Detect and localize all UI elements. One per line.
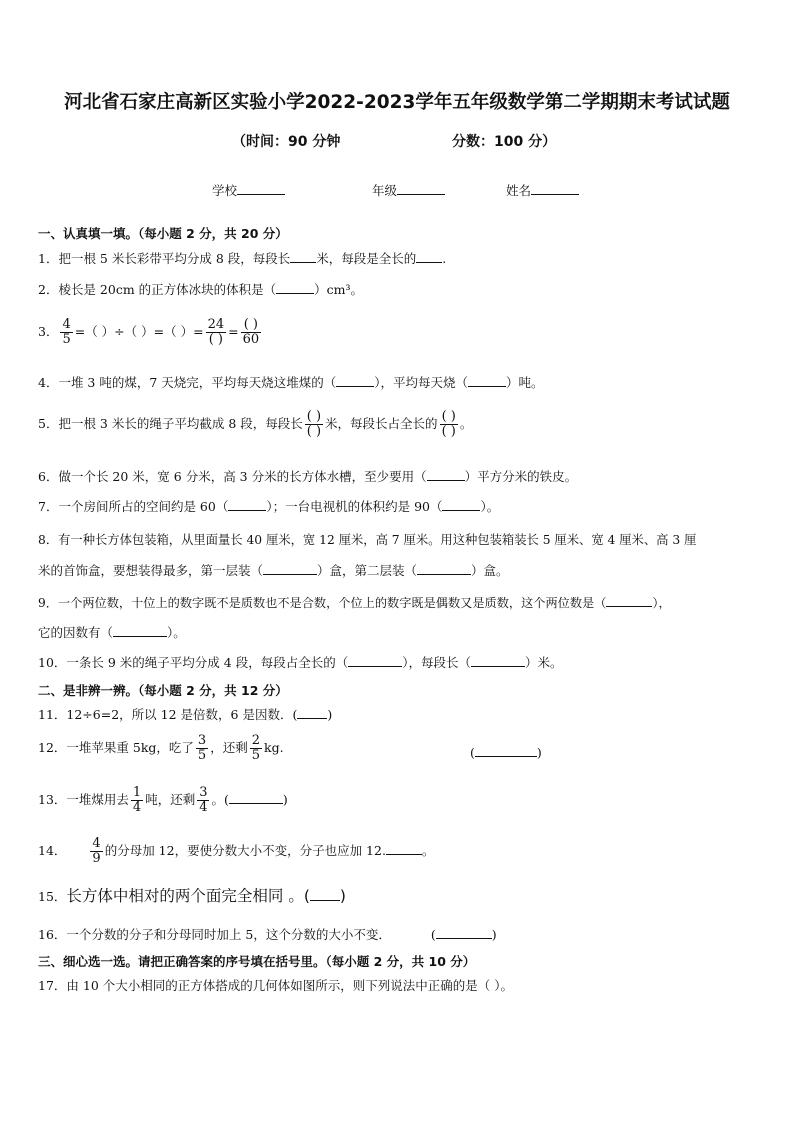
q12-text-c: kg. xyxy=(264,740,284,755)
q10-text-b: ），每段长（ xyxy=(402,655,471,670)
q14-fraction xyxy=(90,837,102,866)
q5-den-1: ( ) xyxy=(306,424,322,439)
q13-den-2: 4 xyxy=(199,800,208,815)
q8-blank-2 xyxy=(417,563,471,575)
q12-paren-open: ( xyxy=(470,745,475,760)
q16-text: 16．一个分数的分子和分母同时加上 5，这个分数的大小不变． xyxy=(38,927,391,942)
question-6 xyxy=(38,469,577,485)
q4-blank-2 xyxy=(468,375,506,387)
q8-text-a: 米的首饰盒，要想装得最多，第一层装（ xyxy=(38,563,264,578)
q3-den-1: 5 xyxy=(62,332,71,347)
q3-number: 3． xyxy=(38,324,59,339)
q9-blank-2 xyxy=(113,625,167,637)
q13-text-c: 。( xyxy=(211,792,229,807)
question-7 xyxy=(38,499,499,515)
q3-fraction-2 xyxy=(206,318,227,347)
q13-text-a: 13．一堆煤用去 xyxy=(38,792,129,807)
q9-text-d: ）。 xyxy=(167,625,186,640)
q14-text-a: 14． xyxy=(38,843,67,858)
q12-fraction-1 xyxy=(196,734,208,763)
question-1 xyxy=(38,251,446,267)
q9-text-a: 9．一个两位数，十位上的数字既不是质数也不是合数，个位上的数字既是偶数又是质数，这个两位数是（ xyxy=(38,596,607,610)
school-blank xyxy=(237,183,285,195)
section-3-heading: 三、细心选一选。请把正确答案的序号填在括号里。（每小题 2 分，共 10 分） xyxy=(38,954,476,969)
question-5 xyxy=(38,410,472,439)
question-15 xyxy=(38,888,346,905)
question-13 xyxy=(38,786,288,815)
q9-text-b: ）， xyxy=(652,596,671,610)
q4-text-b: ），平均每天烧（ xyxy=(374,375,469,390)
q7-text-a: 7．一个房间所占的空间约是 60（ xyxy=(38,499,229,514)
q9-blank-1 xyxy=(606,595,652,607)
grade-blank xyxy=(397,183,445,195)
q3-equals: = xyxy=(228,324,239,339)
q6-text-a: 6．做一个长 20 米，宽 6 分米，高 3 分米的长方体水槽，至少要用（ xyxy=(38,469,427,484)
q13-fraction-2 xyxy=(197,786,209,815)
question-2 xyxy=(38,282,363,298)
school-label: 学校 xyxy=(212,183,238,198)
q5-num-2: ( ) xyxy=(441,409,456,424)
q12-num-2: 2 xyxy=(251,733,260,748)
q11-blank xyxy=(297,707,327,719)
name-label: 姓名 xyxy=(506,183,532,198)
name-field xyxy=(506,181,579,199)
question-12-answer xyxy=(470,745,542,761)
question-12 xyxy=(38,734,284,763)
q13-num-2: 3 xyxy=(199,785,208,800)
question-16 xyxy=(38,927,497,943)
q12-num-1: 3 xyxy=(197,733,207,748)
q4-blank-1 xyxy=(336,375,374,387)
q2-blank xyxy=(276,282,314,294)
q12-text-a: 12．一堆苹果重 5kg，吃了 xyxy=(38,740,194,755)
q12-blank xyxy=(475,745,537,757)
q15-text: 长方体中相对的两个面完全相同 。( xyxy=(66,887,310,905)
page-title: 河北省石家庄高新区实验小学2022-2023学年五年级数学第二学期期末考试试题 xyxy=(64,92,730,113)
q5-text-a: 5．把一根 3 米长的绳子平均截成 8 段，每段长 xyxy=(38,416,303,431)
time-label: （时间：90 分钟 xyxy=(232,134,341,150)
q15-blank xyxy=(310,889,340,901)
q9-text-c: 它的因数有（ xyxy=(38,625,114,640)
section-1-heading: 一、认真填一填。（每小题 2 分，共 20 分） xyxy=(38,226,288,241)
q14-num: 4 xyxy=(92,836,101,851)
grade-field xyxy=(372,181,445,199)
q13-num-1: 1 xyxy=(132,785,142,800)
q3-middle: =（ ）÷（ ）=（ ）= xyxy=(74,324,204,339)
q10-blank-2 xyxy=(471,655,525,667)
question-8-line-2 xyxy=(38,563,509,579)
q13-fraction-1 xyxy=(131,786,143,815)
q3-fraction-3 xyxy=(241,318,262,347)
q2-text-b: ）cm³。 xyxy=(314,282,364,297)
grade-label: 年级 xyxy=(372,183,398,198)
q4-text-a: 4．一堆 3 吨的煤，7 天烧完，平均每天烧这堆煤的（ xyxy=(38,375,337,390)
q3-den-3: 60 xyxy=(242,332,260,347)
q15-paren-close: ) xyxy=(339,887,346,905)
q14-text-b: 的分母加 12，要使分数大小不变，分子也应加 12. xyxy=(104,843,386,858)
q15-number: 15． xyxy=(38,889,67,904)
question-4 xyxy=(38,375,544,391)
q10-blank-1 xyxy=(348,655,402,667)
q14-text-c: 。 xyxy=(421,843,435,858)
q3-den-2: ( ) xyxy=(206,332,227,347)
q1-text-b: 米，每段是全长的 xyxy=(316,251,417,266)
q10-text-a: 10．一条长 9 米的绳子平均分成 4 段，每段占全长的（ xyxy=(38,655,349,670)
q5-fraction-1 xyxy=(305,410,323,439)
q11-text-a: 11．12÷6=2，所以 12 是倍数，6 是因数．( xyxy=(38,707,298,722)
q1-blank-1 xyxy=(290,251,316,263)
q3-num-3: ( ) xyxy=(243,317,258,332)
q13-blank xyxy=(229,792,283,804)
q12-fraction-2 xyxy=(250,734,262,763)
question-3 xyxy=(38,318,263,347)
q3-num-2: 24 xyxy=(207,317,225,332)
q1-text-c: . xyxy=(442,251,447,266)
q8-text-b: ）盒，第二层装（ xyxy=(317,563,418,578)
question-8-line-1: 8．有一种长方体包装箱，从里面量长 40 厘米，宽 12 厘米，高 7 厘米。用这种包装箱装长 5 厘米、宽 4 厘米、高 3 厘 xyxy=(38,533,697,547)
q14-blank xyxy=(386,843,422,855)
q12-den-2: 5 xyxy=(251,748,260,763)
q13-text-b: 吨，还剩 xyxy=(145,792,196,807)
score-label: 分数：100 分） xyxy=(452,134,557,150)
q12-text-b: ，还剩 xyxy=(210,740,248,755)
q7-text-c: ）。 xyxy=(480,499,500,514)
section-2-heading: 二、是非辨一辨。（每小题 2 分，共 12 分） xyxy=(38,683,288,698)
q8-text-c: ）盒。 xyxy=(471,563,509,578)
school-field xyxy=(212,181,285,199)
q3-num-1: 4 xyxy=(62,317,71,332)
q1-blank-2 xyxy=(416,251,442,263)
q12-den-1: 5 xyxy=(197,748,207,763)
q6-text-b: ）平方分米的铁皮。 xyxy=(464,469,578,484)
q10-text-c: ）米。 xyxy=(524,655,563,670)
q7-text-b: ）；一台电视机的体积约是 90（ xyxy=(266,499,443,514)
question-17: 17．由 10 个大小相同的正方体搭成的几何体如图所示，则下列说法中正确的是（ ）。 xyxy=(38,978,513,993)
question-14 xyxy=(38,837,434,866)
q13-text-e: ) xyxy=(282,792,288,807)
q16-paren-open: ( xyxy=(430,927,436,942)
q5-den-2: ( ) xyxy=(441,424,456,439)
q4-text-c: ）吨。 xyxy=(506,375,544,390)
q5-text-c: 。 xyxy=(459,416,473,431)
q14-den: 9 xyxy=(92,851,101,866)
q12-paren-close: ) xyxy=(536,745,542,760)
q7-blank-2 xyxy=(442,499,480,511)
q7-blank-1 xyxy=(228,499,266,511)
question-10 xyxy=(38,655,563,671)
q8-blank-1 xyxy=(263,563,317,575)
q16-blank xyxy=(436,927,492,939)
question-9-line-2 xyxy=(38,625,186,641)
question-9-line-1 xyxy=(38,595,671,611)
q11-text-b: ) xyxy=(327,707,333,722)
question-11 xyxy=(38,707,332,723)
q5-text-b: 米，每段长占全长的 xyxy=(325,416,438,431)
q1-text-a: 1．把一根 5 米长彩带平均分成 8 段，每段长 xyxy=(38,251,291,266)
q5-num-1: ( ) xyxy=(306,409,322,424)
q13-den-1: 4 xyxy=(132,800,142,815)
name-blank xyxy=(531,183,579,195)
q5-fraction-2 xyxy=(440,410,458,439)
q16-paren-close: ) xyxy=(491,927,497,942)
q6-blank xyxy=(427,469,465,481)
q2-text-a: 2．棱长是 20cm 的正方体冰块的体积是（ xyxy=(38,282,277,297)
q3-fraction-1 xyxy=(60,318,72,347)
